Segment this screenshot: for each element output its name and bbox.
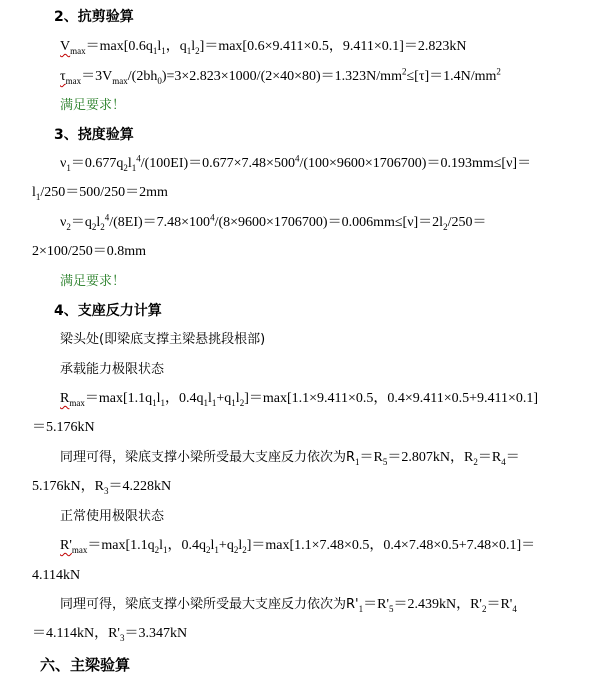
formula-r-prime-max: $R'_{max}=\max[1.1q_2l_1$，$0.4q_2l_1+q_2l_2]=\max[1.1\times 7.48\times 0.5$，0.4×7.48×0.5+7.48×0.1]＝ (60, 538, 536, 555)
heading-main-beam-check: 六、主梁验算 (40, 656, 131, 674)
text-same-reactions-1-cont: 5.176kN，$R_3=4.228kN$ (32, 479, 172, 496)
formula-nu1-cont: $l_1/250=500/250=2mm$ (32, 185, 168, 202)
formula-tau-max: $\tau_{max}=3V_{max}/(2bh_0)=3\times 2.823\times 1000/(2\times 40\times 80)=1.323N/mm^2\le[\tau]=1.4N/mm^2$ (60, 66, 501, 86)
text-beam-head: 梁头处(即梁底支撑主梁悬挑段根部) (60, 332, 266, 347)
formula-rmax-cont: ＝5.176kN (32, 420, 95, 435)
text-normal-state: 正常使用极限状态 (60, 509, 165, 524)
status-ok-shear: 满足要求！ (60, 98, 126, 113)
formula-rmax: $R_{max}=\max[1.1q_1l_1$，$0.4q_1l_1+q_1l_2]=\max[1.1\times 9.411\times 0.5$，0.4×9.411×0.5+9.411×0.1] (60, 391, 539, 408)
text-same-reactions-2: 同理可得，梁底支撑小梁所受最大支座反力依次为$R'_1=R'_5=2.439kN$，$R'_2=R'_4$ (60, 597, 517, 614)
formula-r-prime-max-cont: 4.114kN (32, 568, 81, 583)
text-same-reactions-1: 同理可得，梁底支撑小梁所受最大支座反力依次为$R_1=R_5=2.807kN$，$R_2=R_4=$ (60, 450, 520, 467)
formula-nu1: $\nu_1=0.677q_2l_1^4/(100EI)=0.677\times 7.48\times 500^4/(100\times 9600\times 1706700)=0.193mm\le[\nu]=$ (60, 153, 532, 173)
heading-support-reaction: 4、支座反力计算 (54, 303, 162, 319)
text-same-reactions-1-lead: 同理可得，梁底支撑小梁所受最大支座反力依次为R (60, 450, 356, 465)
heading-shear-check: 2、抗剪验算 (54, 9, 134, 25)
text-ultimate-state: 承载能力极限状态 (60, 362, 165, 377)
heading-deflection-check: 3、挠度验算 (54, 127, 134, 143)
formula-nu2-cont: 2×100/250＝0.8mm (32, 244, 147, 259)
status-ok-deflection: 满足要求！ (60, 274, 126, 289)
formula-vmax: $V_{max}=\max[0.6q_1l_1$，$q_1l_2]=\max[0.6\times 9.411\times 0.5$，9.411×0.1]＝2.823kN (60, 39, 467, 56)
text-same-reactions-2-cont: ＝4.114kN，$R'_3=3.347kN$ (32, 626, 188, 643)
text-same-reactions-2-lead: 同理可得，梁底支撑小梁所受最大支座反力依次为R' (60, 597, 359, 612)
formula-nu2: $\nu_2=q_2l_2^4/(8EI)=7.48\times 100^4/(8\times 9600\times 1706700)=0.006mm\le[\nu]=2l_2/250=$ (60, 212, 487, 232)
